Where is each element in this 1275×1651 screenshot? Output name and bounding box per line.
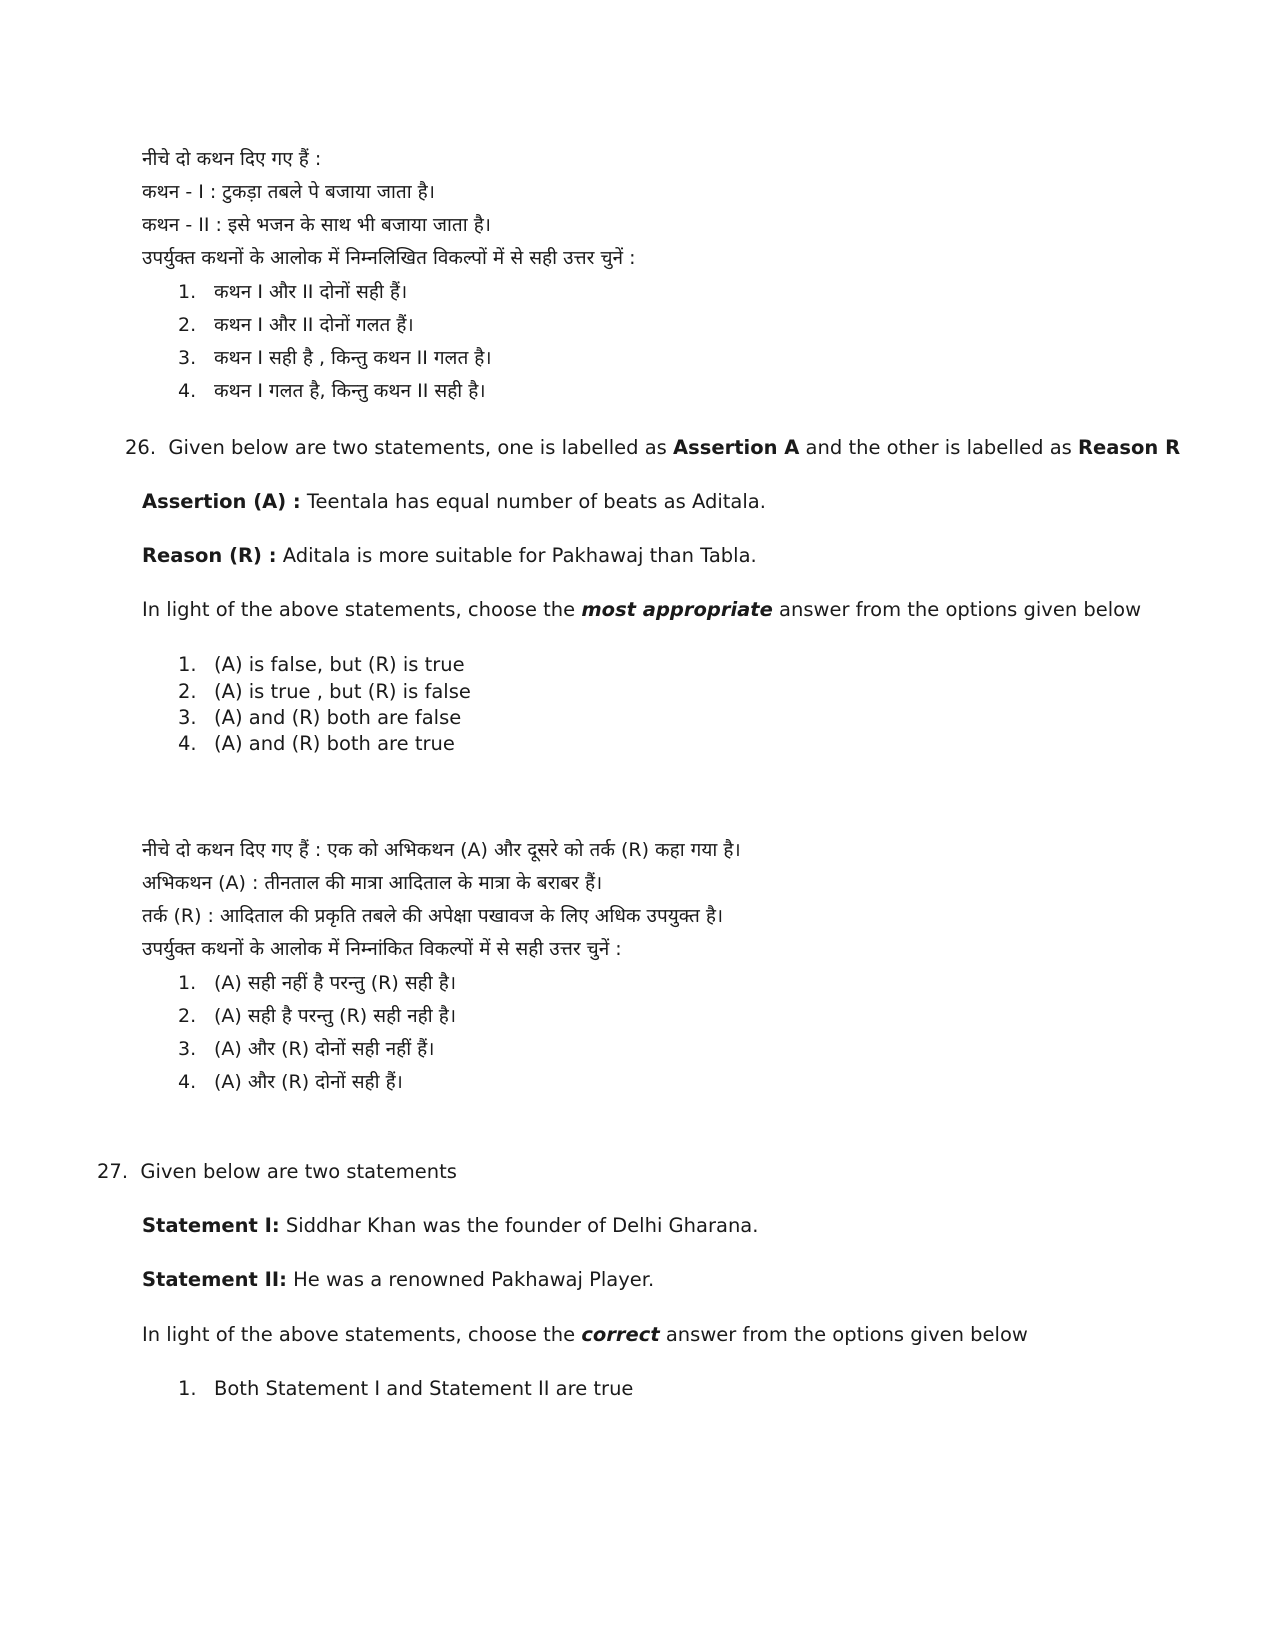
- option-number: 1.: [178, 1377, 197, 1400]
- instruction-text-1: In light of the above statements, choose the: [142, 598, 582, 621]
- statement-1-label: Statement I:: [142, 1214, 280, 1237]
- option-text: (A) सही है परन्तु (R) सही नही है।: [214, 1005, 457, 1027]
- assertion-text: Teentala has equal number of beats as Aditala.: [300, 490, 766, 513]
- q26-reason-term: Reason R: [1078, 436, 1181, 459]
- hindi-q25-option-2: [178, 312, 414, 338]
- option-number: 1.: [178, 281, 197, 303]
- hindi-q25-intro: नीचे दो कथन दिए गए हैं :: [142, 148, 322, 170]
- q26-stem-text-2: and the other is labelled as: [799, 436, 1079, 459]
- hindi-q25-option-1: [178, 279, 407, 305]
- q26-stem: [125, 435, 1180, 461]
- option-number: 1.: [178, 653, 197, 676]
- hindi-q26-intro: नीचे दो कथन दिए गए हैं : एक को अभिकथन (A) और दूसरे को तर्क (R) कहा गया है।: [142, 839, 741, 861]
- q26-reason: [142, 543, 757, 569]
- option-text: (A) and (R) both are true: [214, 732, 455, 755]
- q27-stem-text: Given below are two statements: [140, 1160, 457, 1183]
- instruction-emphasis: most appropriate: [581, 598, 773, 621]
- hindi-q26-option-3: [178, 1036, 434, 1062]
- reason-label: Reason (R) :: [142, 544, 277, 567]
- q26-instruction: [142, 597, 1141, 623]
- question-number: 26.: [125, 436, 157, 459]
- q26-option-4: [178, 731, 455, 757]
- option-text: Both Statement I and Statement II are true: [214, 1377, 634, 1400]
- hindi-q26-option-4: [178, 1069, 403, 1095]
- q27-statement-2: [142, 1267, 654, 1293]
- assertion-label: Assertion (A) :: [142, 490, 301, 513]
- option-number: 4.: [178, 1071, 197, 1093]
- q26-assertion-term: Assertion A: [673, 436, 800, 459]
- q26-stem-text-1: Given below are two statements, one is labelled as: [168, 436, 674, 459]
- question-number: 27.: [97, 1160, 129, 1183]
- hindi-q26-reason: तर्क (R) : आदिताल की प्रकृति तबले की अपेक्षा पखावज के लिए अधिक उपयुक्त है।: [142, 905, 724, 927]
- option-number: 2.: [178, 680, 197, 703]
- q26-option-3: [178, 705, 461, 731]
- statement-1-text: Siddhar Khan was the founder of Delhi Gharana.: [279, 1214, 759, 1237]
- option-text: कथन I और II दोनों सही हैं।: [214, 281, 408, 303]
- option-text: (A) और (R) दोनों सही नहीं हैं।: [214, 1038, 435, 1060]
- option-number: 3.: [178, 706, 197, 729]
- statement-2-text: He was a renowned Pakhawaj Player.: [286, 1268, 655, 1291]
- option-number: 2.: [178, 1005, 197, 1027]
- hindi-q26-assertion: अभिकथन (A) : तीनताल की मात्रा आदिताल के मात्रा के बराबर हैं।: [142, 872, 603, 894]
- instruction-text-2: answer from the options given below: [772, 598, 1142, 621]
- option-number: 3.: [178, 1038, 197, 1060]
- statement-2-label: Statement II:: [142, 1268, 287, 1291]
- instruction-text-1: In light of the above statements, choose the: [142, 1323, 582, 1346]
- option-number: 1.: [178, 972, 197, 994]
- hindi-q26-instruction: उपर्युक्त कथनों के आलोक में निम्नांकित विकल्पों में से सही उत्तर चुनें :: [142, 938, 622, 960]
- option-number: 4.: [178, 380, 197, 402]
- option-text: कथन I गलत है, किन्तु कथन II सही है।: [214, 380, 486, 402]
- instruction-text-2: answer from the options given below: [659, 1323, 1028, 1346]
- hindi-q25-statement-1: कथन - I : टुकड़ा तबले पे बजाया जाता है।: [142, 181, 435, 203]
- option-text: (A) और (R) दोनों सही हैं।: [214, 1071, 403, 1093]
- q27-instruction: [142, 1322, 1028, 1348]
- hindi-q26-option-2: [178, 1003, 456, 1029]
- option-text: (A) is true , but (R) is false: [214, 680, 471, 703]
- option-text: कथन I सही है , किन्तु कथन II गलत है।: [214, 347, 492, 369]
- hindi-q25-statement-2: कथन - II : इसे भजन के साथ भी बजाया जाता है।: [142, 214, 491, 236]
- q26-option-1: [178, 652, 465, 678]
- hindi-q25-instruction: उपर्युक्त कथनों के आलोक में निम्नलिखित विकल्पों में से सही उत्तर चुनें :: [142, 247, 636, 269]
- option-number: 3.: [178, 347, 197, 369]
- q27-statement-1: [142, 1213, 758, 1239]
- reason-text: Aditala is more suitable for Pakhawaj than Tabla.: [276, 544, 757, 567]
- hindi-q26-option-1: [178, 970, 456, 996]
- instruction-emphasis: correct: [581, 1323, 660, 1346]
- option-number: 4.: [178, 732, 197, 755]
- q27-stem: [97, 1159, 457, 1185]
- q27-option-1: [178, 1376, 633, 1402]
- q26-option-2: [178, 679, 471, 705]
- option-text: (A) सही नहीं है परन्तु (R) सही है।: [214, 972, 457, 994]
- q26-assertion: [142, 489, 766, 515]
- hindi-q25-option-3: [178, 345, 492, 371]
- option-text: (A) and (R) both are false: [214, 706, 462, 729]
- option-text: कथन I और II दोनों गलत हैं।: [214, 314, 414, 336]
- option-number: 2.: [178, 314, 197, 336]
- hindi-q25-option-4: [178, 378, 486, 404]
- option-text: (A) is false, but (R) is true: [214, 653, 465, 676]
